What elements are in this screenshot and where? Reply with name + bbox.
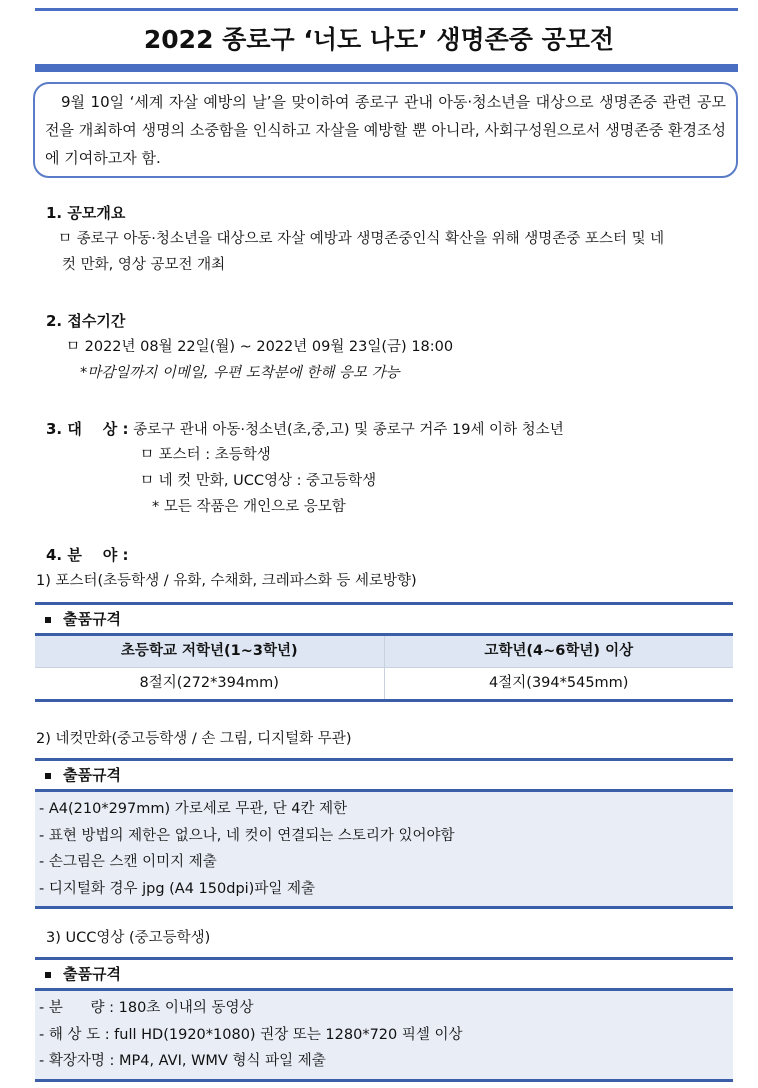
top-rule xyxy=(35,8,738,11)
comic-spec-table xyxy=(35,758,733,909)
square-bullet-icon xyxy=(45,972,51,978)
period-note: *마감일까지 이메일, 우편 도착분에 한해 응모 가능 xyxy=(80,365,400,381)
title-bar xyxy=(35,64,738,72)
poster-label: 1) 포스터(초등학생 / 유화, 수채화, 크레파스화 등 세로방향) xyxy=(36,573,417,589)
table-header-row xyxy=(35,636,733,668)
table-row xyxy=(35,668,733,702)
section3-row xyxy=(46,416,758,442)
spec-title: 출품규격 xyxy=(63,610,121,628)
page-title: 2022 종로구 ‘너도 나도’ 생명존중 공모전 xyxy=(143,25,615,54)
period: ㅁ 2022년 08월 22일(월) ~ 2022년 09월 23일(금) 18:00 xyxy=(66,339,454,355)
spec-title: 출품규격 xyxy=(63,766,121,784)
list-item: - 분 량 : 180초 이내의 동영상 xyxy=(39,1000,254,1016)
square-bullet-icon xyxy=(45,617,51,623)
list-item: - 표현 방법의 제한은 없으나, 네 컷이 연결되는 스토리가 있어야함 xyxy=(39,827,455,844)
ucc-spec-table xyxy=(35,957,733,1082)
spec-title: 출품규격 xyxy=(63,965,121,983)
section4-heading: 4. 분 야 : xyxy=(46,546,129,564)
section1-line2: 컷 만화, 영상 공모전 개최 xyxy=(62,257,226,273)
target-note: * 모든 작품은 개인으로 응모함 xyxy=(152,499,346,515)
table-cell: 8절지(272*394mm) xyxy=(139,675,279,691)
spec-header xyxy=(35,602,733,636)
spec-header xyxy=(35,957,733,991)
list-item: - 디지털화 경우 jpg (A4 150dpi)파일 제출 xyxy=(39,880,315,897)
column-header: 고학년(4~6학년) 이상 xyxy=(384,636,734,667)
spec-list xyxy=(35,991,733,1082)
spec-header xyxy=(35,758,733,792)
comic-label: 2) 네컷만화(중고등학생 / 손 그림, 디지털화 무관) xyxy=(36,731,352,747)
target-item: ㅁ 네 컷 만화, UCC영상 : 중고등학생 xyxy=(140,473,377,489)
square-bullet-icon xyxy=(45,773,51,779)
list-item: - 손그림은 스캔 이미지 제출 xyxy=(39,854,217,870)
section1-line1: ㅁ 종로구 아동·청소년을 대상으로 자살 예방과 생명존중인식 확산을 위해 생명존중 포스터 및 네 xyxy=(58,231,665,247)
list-item: - A4(210*297mm) 가로세로 무관, 단 4칸 제한 xyxy=(39,801,348,817)
column-header: 초등학교 저학년(1~3학년) xyxy=(120,643,298,659)
target-item: ㅁ 포스터 : 초등학생 xyxy=(140,447,271,463)
ucc-label: 3) UCC영상 (중고등학생) xyxy=(46,930,211,946)
spec-list xyxy=(35,792,733,909)
target-text: 종로구 관내 아동·청소년(초,중,고) 및 종로구 거주 19세 이하 청소년 xyxy=(133,422,564,438)
section2-heading: 2. 접수기간 xyxy=(46,312,126,330)
section1-heading: 1. 공모개요 xyxy=(46,204,126,222)
table-cell: 4절지(394*545mm) xyxy=(384,668,734,699)
intro-box xyxy=(33,82,738,178)
list-item: - 확장자명 : MP4, AVI, WMV 형식 파일 제출 xyxy=(39,1053,326,1069)
intro-text: 9월 10일 ‘세계 자살 예방의 날’을 맞이하여 종로구 관내 아동·청소년을 대상으로 생명존중 관련 공모전을 개최하여 생명의 소중함을 인식하고 자살을 예방할 뿐 아니라, 사회구성원으로서 생명존중 환경조성에 기여하고자 함. xyxy=(45,93,726,167)
section3-heading: 3. 대 상 : xyxy=(46,420,129,438)
poster-spec-table xyxy=(35,602,733,702)
list-item: - 해 상 도 : full HD(1920*1080) 권장 또는 1280*720 픽셀 이상 xyxy=(39,1026,463,1043)
